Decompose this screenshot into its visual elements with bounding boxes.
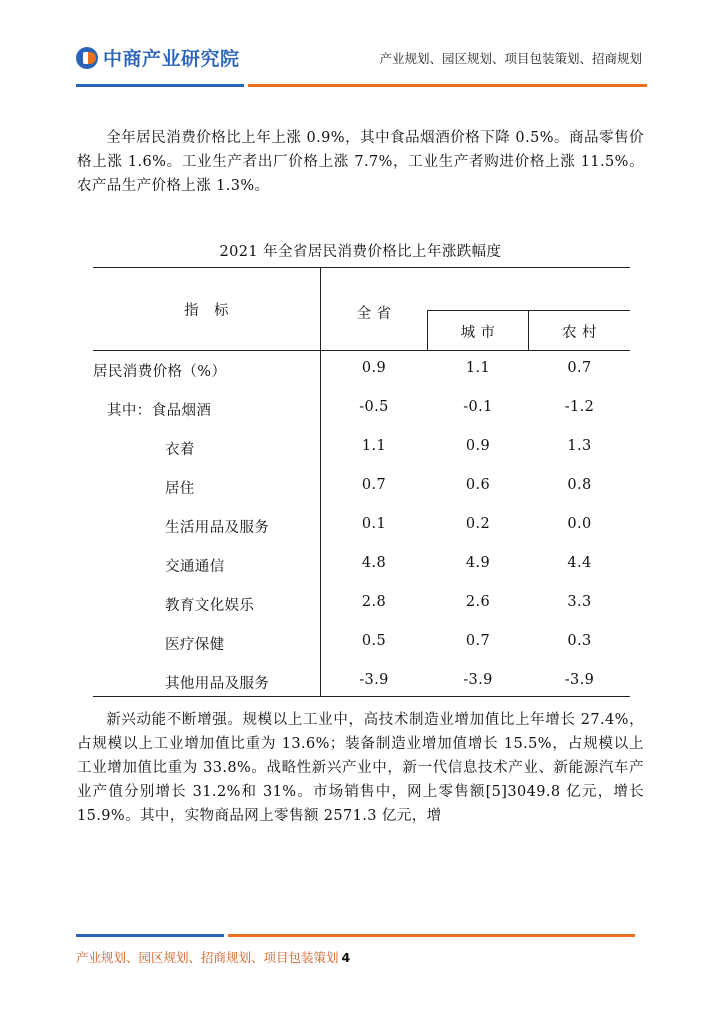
table-title: 2021 年全省居民消费价格比上年涨跌幅度	[219, 244, 502, 260]
value-rural: 4.4	[567, 555, 592, 571]
value-province: -3.9	[359, 672, 389, 688]
footer	[76, 948, 350, 966]
company-logo	[76, 44, 240, 71]
header-city: 城 市	[460, 325, 496, 341]
table-header-bottom-border	[93, 350, 630, 351]
value-province: 4.8	[361, 555, 387, 571]
value-province: 2.8	[361, 594, 387, 610]
header-province: 全 省	[356, 306, 392, 322]
value-rural: 0.8	[567, 477, 592, 493]
header-divider-orange	[248, 84, 647, 87]
logo-text: 中商产业研究院	[103, 48, 240, 70]
value-rural: -1.2	[564, 399, 595, 415]
value-rural: 0.0	[567, 516, 592, 532]
logo-icon	[76, 47, 98, 69]
value-province: 0.1	[361, 516, 387, 532]
value-rural: -3.9	[564, 672, 595, 688]
value-city: 4.9	[465, 555, 491, 571]
value-province: 1.1	[361, 438, 387, 454]
value-city: 2.6	[465, 594, 491, 610]
row-label: 医疗保健	[165, 637, 225, 653]
value-city: -0.1	[463, 399, 493, 415]
value-rural: 1.3	[567, 438, 592, 454]
value-province: 0.9	[361, 360, 387, 376]
table-bottom-border	[93, 696, 630, 697]
header-indicator: 指 标	[184, 303, 229, 319]
value-province: -0.5	[359, 399, 389, 415]
paragraph-new-momentum: 新兴动能不断增强。规模以上工业中，高技术制造业增加值比上年增长 27.4%，占规模以上工业增加值比重为 13.6%；装备制造业增加值增长 15.5%，占规模以上工业增加值比重为 33.8%。战略性新兴产业中，新一代信息技术产业、新能源汽车产业产值分别增长 31.2%和 31%。市场销售中，网上零售额[5]3049.8 亿元，增长 15.9%。其中，实物商品网上零售额 2571.3 亿元，增	[77, 712, 644, 824]
row-label: 生活用品及服务	[165, 520, 270, 536]
row-label: 衣着	[165, 442, 195, 458]
value-city: 0.2	[465, 516, 491, 532]
value-city: 0.9	[465, 438, 491, 454]
value-province: 0.7	[361, 477, 387, 493]
value-city: 0.6	[465, 477, 491, 493]
paragraph-price-summary: 全年居民消费价格比上年上涨 0.9%，其中食品烟酒价格下降 0.5%。商品零售价格上涨 1.6%。工业生产者出厂价格上涨 7.7%，工业生产者购进价格上涨 11.5%。农产品生产价格上涨 1.3%。	[77, 130, 644, 194]
row-label: 居民消费价格（%）	[93, 364, 227, 380]
value-city: 0.7	[465, 633, 491, 649]
row-label: 其中：食品烟酒	[107, 403, 212, 419]
value-city: 1.1	[465, 360, 491, 376]
cpi-table	[93, 267, 630, 697]
header-divider-blue	[76, 84, 244, 87]
value-rural: 0.3	[567, 633, 592, 649]
value-rural: 0.7	[567, 360, 592, 376]
row-label: 其他用品及服务	[165, 676, 270, 692]
footer-divider-orange	[228, 934, 635, 937]
value-province: 0.5	[361, 633, 387, 649]
row-label: 教育文化娱乐	[165, 598, 255, 614]
value-rural: 3.3	[567, 594, 592, 610]
table-top-border	[93, 267, 630, 268]
footer-tagline: 产业规划、园区规划、招商规划、项目包装策划	[76, 950, 339, 965]
header-rural: 农 村	[562, 325, 597, 341]
row-label: 居住	[165, 481, 195, 497]
value-city: -3.9	[463, 672, 493, 688]
row-label: 交通通信	[165, 559, 225, 575]
page-number: 4	[341, 950, 351, 965]
footer-divider-blue	[76, 934, 224, 937]
header-tagline: 产业规划、园区规划、项目包装策划、招商规划	[379, 51, 642, 66]
